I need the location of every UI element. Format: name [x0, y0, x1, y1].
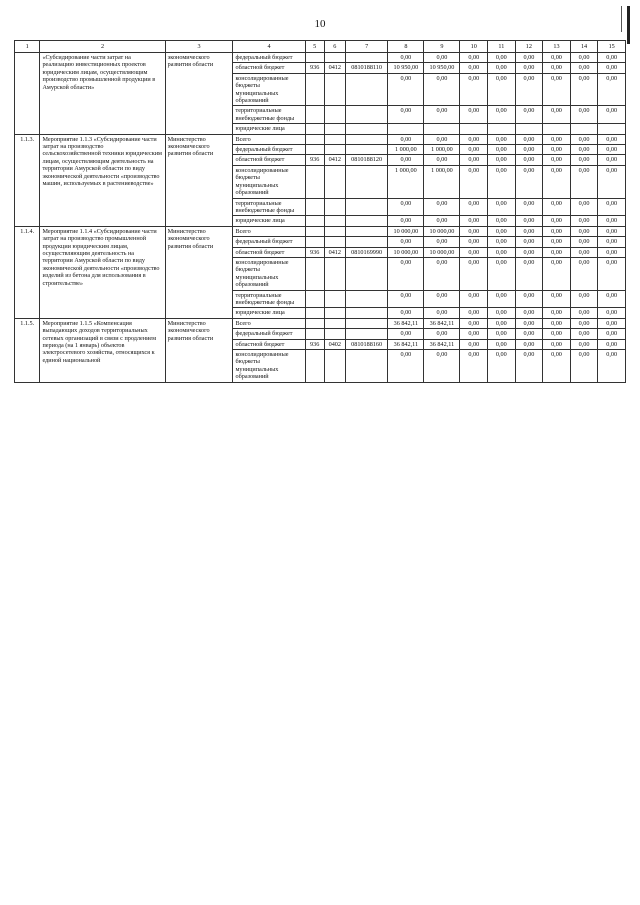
amount-cell: 0,00	[598, 339, 626, 349]
amount-cell: 0,00	[460, 165, 488, 198]
funding-source-cell: федеральный бюджет	[233, 145, 305, 155]
amount-cell: 10 950,00	[388, 63, 424, 73]
amount-cell: 0,00	[424, 198, 460, 216]
amount-cell: 0,00	[570, 165, 598, 198]
amount-cell: 0,00	[460, 237, 488, 247]
amount-cell: 0,00	[543, 350, 571, 383]
amount-cell: 0,00	[515, 237, 543, 247]
amount-cell	[543, 124, 571, 134]
amount-cell: 0,00	[543, 198, 571, 216]
amount-cell: 0,00	[570, 339, 598, 349]
amount-cell	[488, 124, 516, 134]
grbs-code-cell	[305, 290, 324, 308]
section-code-cell	[324, 216, 345, 226]
amount-cell: 0,00	[543, 73, 571, 106]
grbs-code-cell: 936	[305, 63, 324, 73]
grbs-code-cell	[305, 308, 324, 318]
amount-cell: 0,00	[598, 155, 626, 165]
amount-cell: 0,00	[488, 350, 516, 383]
amount-cell: 0,00	[543, 155, 571, 165]
amount-cell: 0,00	[598, 237, 626, 247]
target-article-cell	[345, 290, 387, 308]
amount-cell: 0,00	[488, 53, 516, 63]
amount-cell: 0,00	[488, 226, 516, 236]
section-code-cell: 0412	[324, 247, 345, 257]
amount-cell: 0,00	[460, 134, 488, 144]
grbs-code-cell	[305, 198, 324, 216]
amount-cell: 0,00	[460, 226, 488, 236]
grbs-code-cell	[305, 73, 324, 106]
grbs-code-cell	[305, 226, 324, 236]
table-row	[15, 134, 626, 144]
amount-cell: 0,00	[515, 165, 543, 198]
amount-cell: 0,00	[388, 155, 424, 165]
budget-table	[14, 40, 626, 383]
amount-cell: 0,00	[388, 134, 424, 144]
amount-cell: 36 842,11	[424, 318, 460, 328]
amount-cell: 36 842,11	[388, 318, 424, 328]
funding-source-cell: территориальные внебюджетные фонды	[233, 198, 305, 216]
amount-cell: 0,00	[598, 198, 626, 216]
activity-executor: Министерство экономического развития области	[165, 318, 233, 382]
amount-cell: 36 842,11	[388, 339, 424, 349]
amount-cell: 0,00	[570, 106, 598, 124]
amount-cell: 0,00	[598, 329, 626, 339]
column-header-10: 10	[460, 41, 488, 53]
section-code-cell	[324, 53, 345, 63]
amount-cell: 0,00	[460, 350, 488, 383]
amount-cell: 0,00	[388, 257, 424, 290]
amount-cell: 0,00	[598, 53, 626, 63]
amount-cell: 0,00	[424, 216, 460, 226]
amount-cell: 0,00	[424, 134, 460, 144]
amount-cell: 0,00	[460, 53, 488, 63]
activity-executor: экономического развития области	[165, 53, 233, 135]
column-header-12: 12	[515, 41, 543, 53]
funding-source-cell: областной бюджет	[233, 247, 305, 257]
amount-cell: 0,00	[460, 155, 488, 165]
amount-cell: 0,00	[570, 216, 598, 226]
target-article-cell	[345, 165, 387, 198]
amount-cell: 0,00	[598, 73, 626, 106]
amount-cell: 0,00	[598, 106, 626, 124]
column-header-14: 14	[570, 41, 598, 53]
amount-cell: 0,00	[488, 318, 516, 328]
amount-cell: 0,00	[515, 226, 543, 236]
amount-cell: 0,00	[543, 247, 571, 257]
amount-cell: 0,00	[598, 226, 626, 236]
amount-cell: 0,00	[388, 216, 424, 226]
section-code-cell	[324, 329, 345, 339]
grbs-code-cell: 936	[305, 155, 324, 165]
amount-cell: 0,00	[460, 290, 488, 308]
section-code-cell	[324, 145, 345, 155]
target-article-cell	[345, 226, 387, 236]
amount-cell: 0,00	[488, 73, 516, 106]
section-code-cell: 0412	[324, 155, 345, 165]
amount-cell: 0,00	[424, 308, 460, 318]
amount-cell: 0,00	[488, 290, 516, 308]
amount-cell: 0,00	[388, 237, 424, 247]
amount-cell: 0,00	[460, 216, 488, 226]
amount-cell: 0,00	[388, 53, 424, 63]
amount-cell: 0,00	[570, 73, 598, 106]
table-row	[15, 318, 626, 328]
target-article-cell	[345, 318, 387, 328]
amount-cell: 0,00	[460, 329, 488, 339]
header-row	[15, 41, 626, 53]
amount-cell: 0,00	[570, 63, 598, 73]
amount-cell: 0,00	[515, 339, 543, 349]
amount-cell: 10 000,00	[388, 247, 424, 257]
section-code-cell	[324, 198, 345, 216]
amount-cell: 0,00	[424, 329, 460, 339]
funding-source-cell: областной бюджет	[233, 63, 305, 73]
section-code-cell	[324, 308, 345, 318]
target-article-cell	[345, 237, 387, 247]
column-header-13: 13	[543, 41, 571, 53]
amount-cell: 0,00	[488, 198, 516, 216]
amount-cell: 0,00	[543, 237, 571, 247]
column-header-7: 7	[345, 41, 387, 53]
amount-cell: 0,00	[515, 134, 543, 144]
section-code-cell	[324, 290, 345, 308]
target-article-cell: 0810188110	[345, 63, 387, 73]
amount-cell: 0,00	[424, 73, 460, 106]
funding-source-cell: территориальные внебюджетные фонды	[233, 106, 305, 124]
amount-cell: 0,00	[460, 308, 488, 318]
page-number: 10	[314, 18, 326, 30]
amount-cell: 0,00	[543, 290, 571, 308]
grbs-code-cell	[305, 134, 324, 144]
amount-cell: 0,00	[515, 155, 543, 165]
amount-cell	[570, 124, 598, 134]
funding-source-cell: областной бюджет	[233, 339, 305, 349]
target-article-cell: 0810169990	[345, 247, 387, 257]
section-code-cell	[324, 73, 345, 106]
amount-cell: 0,00	[515, 198, 543, 216]
table-body	[15, 53, 626, 383]
amount-cell: 1 000,00	[388, 145, 424, 155]
amount-cell: 0,00	[515, 53, 543, 63]
amount-cell: 1 000,00	[388, 165, 424, 198]
amount-cell: 0,00	[488, 257, 516, 290]
activity-name: «Субсидирование части затрат на реализацию инвестиционных проектов юридическим лицам, осуществляющим производство промышленной продукции в Амурской области»	[40, 53, 165, 135]
amount-cell: 0,00	[388, 308, 424, 318]
target-article-cell	[345, 124, 387, 134]
target-article-cell	[345, 257, 387, 290]
amount-cell: 0,00	[488, 308, 516, 318]
amount-cell: 0,00	[488, 216, 516, 226]
grbs-code-cell	[305, 53, 324, 63]
funding-source-cell: Всего	[233, 226, 305, 236]
activity-number: 1.1.3.	[15, 134, 40, 226]
column-header-3: 3	[165, 41, 233, 53]
amount-cell: 0,00	[570, 247, 598, 257]
funding-source-cell: консолидированные бюджеты муниципальных образований	[233, 350, 305, 383]
table-row	[15, 226, 626, 236]
amount-cell: 0,00	[488, 339, 516, 349]
amount-cell: 0,00	[570, 237, 598, 247]
target-article-cell	[345, 350, 387, 383]
amount-cell: 0,00	[488, 63, 516, 73]
column-header-15: 15	[598, 41, 626, 53]
grbs-code-cell	[305, 329, 324, 339]
funding-source-cell: федеральный бюджет	[233, 53, 305, 63]
amount-cell: 0,00	[515, 318, 543, 328]
amount-cell: 0,00	[543, 226, 571, 236]
grbs-code-cell: 936	[305, 247, 324, 257]
target-article-cell	[345, 329, 387, 339]
amount-cell: 0,00	[570, 308, 598, 318]
amount-cell: 0,00	[488, 247, 516, 257]
section-code-cell	[324, 124, 345, 134]
target-article-cell	[345, 134, 387, 144]
amount-cell: 0,00	[515, 350, 543, 383]
column-header-9: 9	[424, 41, 460, 53]
amount-cell: 0,00	[570, 226, 598, 236]
amount-cell: 0,00	[543, 329, 571, 339]
amount-cell: 0,00	[598, 134, 626, 144]
funding-source-cell: территориальные внебюджетные фонды	[233, 290, 305, 308]
amount-cell: 0,00	[388, 73, 424, 106]
amount-cell: 0,00	[570, 290, 598, 308]
amount-cell: 0,00	[424, 237, 460, 247]
grbs-code-cell	[305, 145, 324, 155]
column-header-1: 1	[15, 41, 40, 53]
amount-cell: 0,00	[460, 145, 488, 155]
grbs-code-cell	[305, 350, 324, 383]
amount-cell: 0,00	[388, 290, 424, 308]
amount-cell	[388, 124, 424, 134]
amount-cell: 0,00	[543, 165, 571, 198]
funding-source-cell: Всего	[233, 318, 305, 328]
activity-name: Мероприятие 1.1.4 «Субсидирование части затрат на производство промышленной продукции юридическим лицам, осуществляющим деятельность на территории Амурской области по виду экономической деятельности «производство изделий из бетона для использования в строительстве»	[40, 226, 165, 318]
amount-cell	[598, 124, 626, 134]
amount-cell: 0,00	[570, 155, 598, 165]
activity-number	[15, 53, 40, 135]
column-header-8: 8	[388, 41, 424, 53]
table-row	[15, 53, 626, 63]
amount-cell: 0,00	[543, 216, 571, 226]
grbs-code-cell	[305, 216, 324, 226]
target-article-cell	[345, 198, 387, 216]
amount-cell: 0,00	[598, 318, 626, 328]
grbs-code-cell	[305, 106, 324, 124]
amount-cell: 0,00	[515, 290, 543, 308]
grbs-code-cell: 936	[305, 339, 324, 349]
amount-cell: 0,00	[598, 247, 626, 257]
target-article-cell	[345, 308, 387, 318]
activity-number: 1.1.5.	[15, 318, 40, 382]
amount-cell: 0,00	[543, 308, 571, 318]
amount-cell: 0,00	[460, 339, 488, 349]
amount-cell: 0,00	[388, 198, 424, 216]
column-header-2: 2	[40, 41, 165, 53]
activity-executor: Министерство экономического развития области	[165, 134, 233, 226]
amount-cell: 0,00	[424, 350, 460, 383]
amount-cell: 0,00	[460, 318, 488, 328]
grbs-code-cell	[305, 165, 324, 198]
amount-cell: 0,00	[570, 145, 598, 155]
amount-cell: 0,00	[570, 53, 598, 63]
amount-cell: 0,00	[570, 318, 598, 328]
grbs-code-cell	[305, 237, 324, 247]
amount-cell: 36 842,11	[424, 339, 460, 349]
funding-source-cell: юридические лица	[233, 124, 305, 134]
amount-cell: 0,00	[488, 106, 516, 124]
target-article-cell	[345, 73, 387, 106]
amount-cell: 0,00	[598, 257, 626, 290]
amount-cell: 0,00	[488, 134, 516, 144]
amount-cell: 0,00	[515, 257, 543, 290]
amount-cell: 1 000,00	[424, 165, 460, 198]
section-code-cell	[324, 165, 345, 198]
section-code-cell	[324, 350, 345, 383]
amount-cell: 0,00	[488, 237, 516, 247]
amount-cell: 0,00	[388, 106, 424, 124]
amount-cell: 0,00	[543, 53, 571, 63]
amount-cell: 0,00	[460, 247, 488, 257]
amount-cell: 1 000,00	[424, 145, 460, 155]
section-code-cell	[324, 134, 345, 144]
amount-cell: 0,00	[424, 257, 460, 290]
amount-cell: 0,00	[460, 106, 488, 124]
amount-cell: 0,00	[488, 165, 516, 198]
amount-cell: 0,00	[424, 155, 460, 165]
target-article-cell	[345, 106, 387, 124]
amount-cell: 10 000,00	[424, 247, 460, 257]
amount-cell: 0,00	[515, 106, 543, 124]
amount-cell: 0,00	[543, 145, 571, 155]
amount-cell: 0,00	[460, 257, 488, 290]
section-code-cell	[324, 106, 345, 124]
amount-cell: 0,00	[424, 290, 460, 308]
amount-cell: 0,00	[388, 329, 424, 339]
grbs-code-cell	[305, 124, 324, 134]
target-article-cell: 0810188120	[345, 155, 387, 165]
activity-executor: Министерство экономического развития области	[165, 226, 233, 318]
section-code-cell: 0412	[324, 63, 345, 73]
column-header-6: 6	[324, 41, 345, 53]
amount-cell: 0,00	[515, 247, 543, 257]
target-article-cell	[345, 145, 387, 155]
section-code-cell: 0402	[324, 339, 345, 349]
amount-cell: 0,00	[488, 329, 516, 339]
activity-name: Мероприятие 1.1.5 «Компенсация выпадающих доходов территориальных сетевых организаций в связи с продлением периода (на 1 январь) объектов электросетевого хозяйства, относящихся к единой национальной	[40, 318, 165, 382]
funding-source-cell: федеральный бюджет	[233, 237, 305, 247]
target-article-cell: 0810188160	[345, 339, 387, 349]
funding-source-cell: консолидированные бюджеты муниципальных образований	[233, 257, 305, 290]
amount-cell: 0,00	[570, 350, 598, 383]
amount-cell: 0,00	[460, 63, 488, 73]
section-code-cell	[324, 237, 345, 247]
amount-cell: 0,00	[543, 63, 571, 73]
amount-cell: 0,00	[424, 53, 460, 63]
amount-cell: 0,00	[598, 308, 626, 318]
amount-cell: 0,00	[570, 329, 598, 339]
funding-source-cell: консолидированные бюджеты муниципальных образований	[233, 73, 305, 106]
funding-source-cell: областной бюджет	[233, 155, 305, 165]
column-header-4: 4	[233, 41, 305, 53]
amount-cell: 0,00	[570, 134, 598, 144]
amount-cell: 0,00	[488, 155, 516, 165]
amount-cell: 0,00	[543, 318, 571, 328]
amount-cell: 10 000,00	[424, 226, 460, 236]
amount-cell: 0,00	[388, 350, 424, 383]
funding-source-cell: консолидированные бюджеты муниципальных образований	[233, 165, 305, 198]
amount-cell: 10 950,00	[424, 63, 460, 73]
amount-cell: 10 000,00	[388, 226, 424, 236]
amount-cell: 0,00	[570, 198, 598, 216]
amount-cell: 0,00	[543, 339, 571, 349]
amount-cell: 0,00	[515, 216, 543, 226]
amount-cell: 0,00	[570, 257, 598, 290]
funding-source-cell: юридические лица	[233, 308, 305, 318]
amount-cell: 0,00	[515, 145, 543, 155]
activity-number: 1.1.4.	[15, 226, 40, 318]
funding-source-cell: федеральный бюджет	[233, 329, 305, 339]
section-code-cell	[324, 318, 345, 328]
amount-cell: 0,00	[543, 134, 571, 144]
amount-cell: 0,00	[598, 165, 626, 198]
section-code-cell	[324, 226, 345, 236]
section-code-cell	[324, 257, 345, 290]
activity-name: Мероприятие 1.1.3 «Субсидирование части затрат на производство сельскохозяйственной техники юридическим лицам, осуществляющим деятельность на территории Амурской области по виду экономической деятельности «производство машин, используемых в растениеводстве»	[40, 134, 165, 226]
amount-cell: 0,00	[515, 63, 543, 73]
amount-cell: 0,00	[543, 257, 571, 290]
amount-cell	[460, 124, 488, 134]
amount-cell: 0,00	[598, 63, 626, 73]
amount-cell: 0,00	[598, 145, 626, 155]
amount-cell	[424, 124, 460, 134]
amount-cell: 0,00	[460, 198, 488, 216]
amount-cell: 0,00	[488, 145, 516, 155]
target-article-cell	[345, 53, 387, 63]
amount-cell: 0,00	[515, 73, 543, 106]
amount-cell: 0,00	[515, 308, 543, 318]
grbs-code-cell	[305, 318, 324, 328]
target-article-cell	[345, 216, 387, 226]
amount-cell: 0,00	[598, 350, 626, 383]
grbs-code-cell	[305, 257, 324, 290]
funding-source-cell: юридические лица	[233, 216, 305, 226]
amount-cell: 0,00	[515, 329, 543, 339]
amount-cell: 0,00	[424, 106, 460, 124]
amount-cell: 0,00	[598, 216, 626, 226]
amount-cell: 0,00	[543, 106, 571, 124]
funding-source-cell: Всего	[233, 134, 305, 144]
column-header-11: 11	[488, 41, 516, 53]
column-header-5: 5	[305, 41, 324, 53]
amount-cell	[515, 124, 543, 134]
amount-cell: 0,00	[598, 290, 626, 308]
amount-cell: 0,00	[460, 73, 488, 106]
